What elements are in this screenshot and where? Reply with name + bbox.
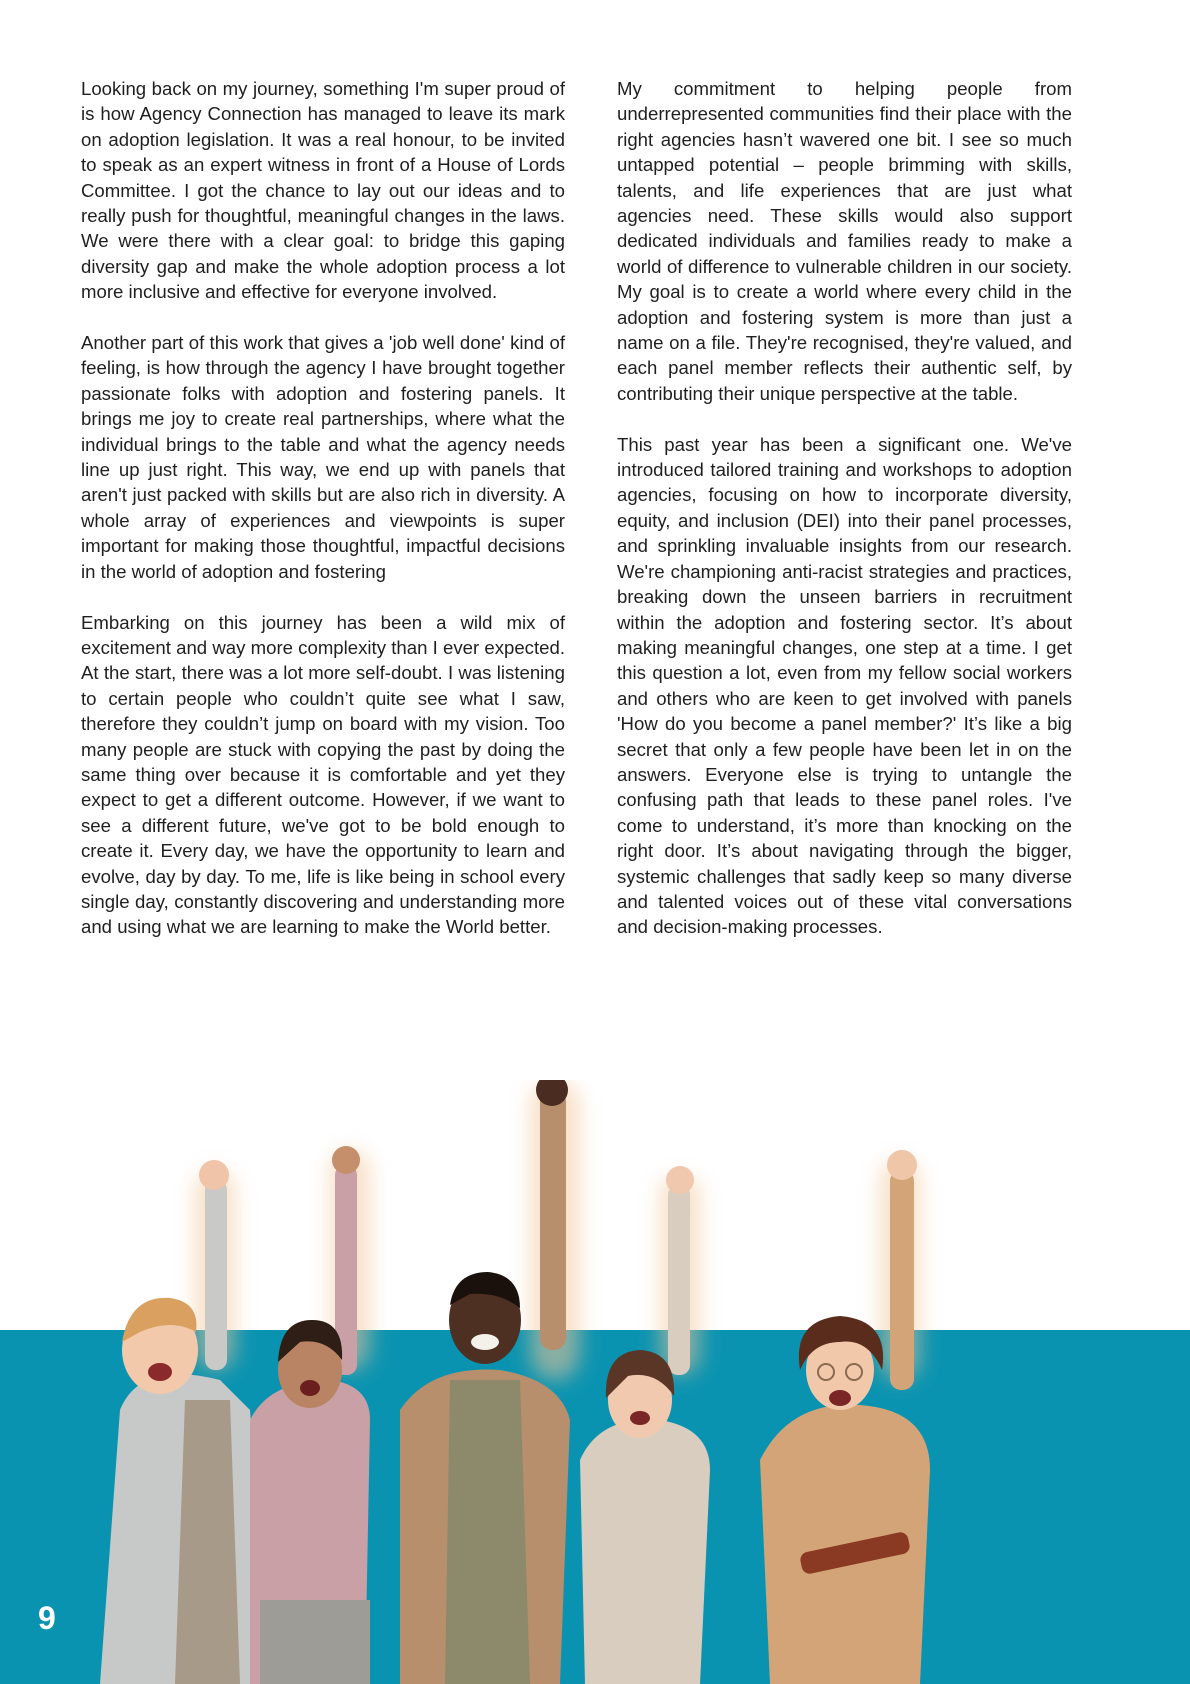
right-text-column [617,76,1072,965]
paragraph: Looking back on my journey, something I'm super proud of is how Agency Connection has managed to leave its mark on adoption legislation. It was a real honour, to be invited to speak as an expert witness in front of a House of Lords Committee. I got the chance to lay out our ideas and to really push for thoughtful, meaningful changes in the laws. We were there with a clear goal: to bridge this gaping diversity gap and make the whole adoption process a lot more inclusive and effective for everyone involved. [81,78,565,303]
paragraph: Embarking on this journey has been a wild mix of excitement and way more complexity than I ever expected. At the start, there was a lot more self-doubt. I was listening to certain people who couldn’t quite see what I saw, therefore they couldn’t jump on board with my vision. Too many people are stuck with copying the past by doing the same thing over because it is comfortable and yet they expect to get a different outcome. However, if we want to see a different future, we've got to be bold enough to create it. Every day, we have the opportunity to learn and evolve, day by day. To me, life is like being in school every single day, constantly discovering and understanding more and using what we are learning to make the World better. [81,611,565,938]
paragraph: My commitment to helping people from underrepresented communities find their place with the right agencies hasn’t wavered one bit. I see so much untapped potential – people brimming with skills, talents, and life experiences that are just what agencies need. These skills would also support dedicated individuals and families ready to make a world of difference to vulnerable children in our society. My goal is to create a world where every child in the adoption and fostering system is more than just a name on a file. They're recognised, they're valued, and each panel member reflects their authentic self, by contributing their unique perspective at the table. [617,78,1072,404]
person-1 [100,1160,270,1684]
paragraph: Another part of this work that gives a 'job well done' kind of feeling, is how through the agency I have brought together passionate folks with adoption and fostering panels. It brings me joy to create real partnerships, where what the individual brings to the table and what the agency needs line up just right. This way, we end up with panels that aren't just packed with skills but are also rich in diversity. A whole array of experiences and viewpoints is super important for making those thoughtful, impactful decisions in the world of adoption and fostering [81,332,565,582]
person-2 [250,1146,370,1684]
left-text-column [81,76,565,965]
person-3 [400,1080,570,1684]
celebrating-people-photo [100,1080,1110,1684]
paragraph: This past year has been a significant one. We've introduced tailored training and workshops to adoption agencies, focusing on how to incorporate diversity, equity, and inclusion (DEI) into their panel processes, and sprinkling invaluable insights from our research. We're championing anti-racist strategies and practices, breaking down the unseen barriers in recruitment within the adoption and fostering sector. It’s about making meaningful changes, one step at a time. I get this question a lot, even from my fellow social workers and others who are keen to get involved with panels 'How do you become a panel member?' It’s like a big secret that only a few people have been let in on the answers. Everyone else is trying to untangle the confusing path that leads to these panel roles. I've come to understand, it’s more than knocking on the right door. It’s about navigating through the bigger, systemic challenges that sadly keep so many diverse and talented voices out of these vital conversations and decision-making processes. [617,433,1072,938]
person-5 [760,1150,930,1684]
page-number: 9 [38,1600,56,1636]
